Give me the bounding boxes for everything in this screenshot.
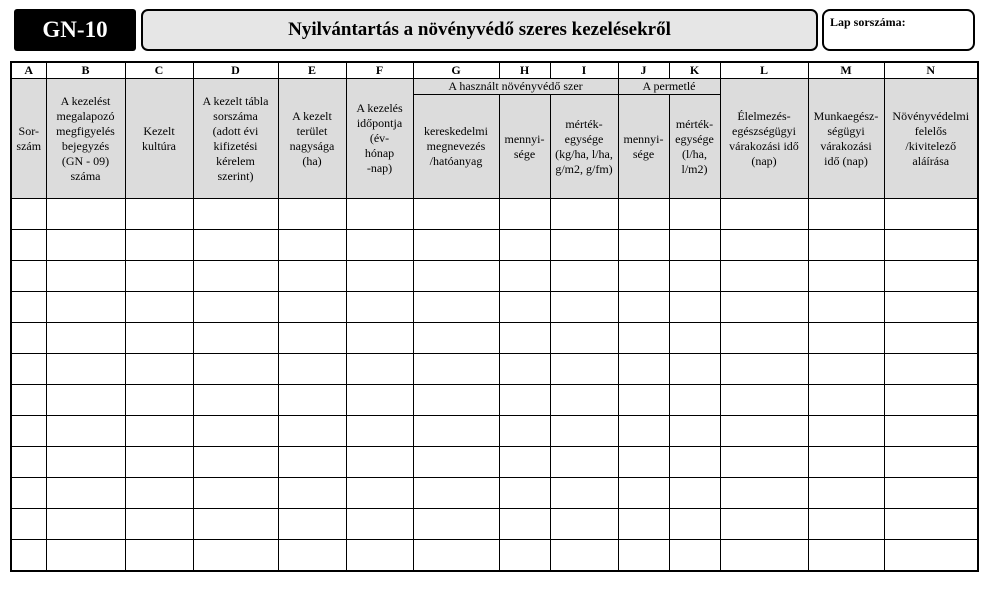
table-cell[interactable] [346, 230, 413, 261]
table-cell[interactable] [618, 509, 669, 540]
table-cell[interactable] [499, 199, 550, 230]
table-cell[interactable] [46, 509, 125, 540]
table-cell[interactable] [618, 354, 669, 385]
table-row [11, 292, 978, 323]
column-letter: F [346, 62, 413, 79]
header-food-safety-wait: Élelmezés- egészségügyi várakozási idő (nap) [720, 79, 808, 199]
table-cell[interactable] [11, 354, 46, 385]
table-cell[interactable] [413, 261, 499, 292]
table-cell[interactable] [499, 447, 550, 478]
table-cell[interactable] [808, 261, 884, 292]
table-cell[interactable] [808, 540, 884, 571]
table-row [11, 447, 978, 478]
table-cell[interactable] [884, 354, 978, 385]
table-cell[interactable] [808, 509, 884, 540]
table-cell[interactable] [720, 416, 808, 447]
table-cell[interactable] [193, 261, 278, 292]
table-cell[interactable] [11, 292, 46, 323]
table-cell[interactable] [413, 416, 499, 447]
table-cell[interactable] [413, 447, 499, 478]
table-cell[interactable] [884, 230, 978, 261]
table-cell[interactable] [884, 509, 978, 540]
table-cell[interactable] [46, 540, 125, 571]
table-cell[interactable] [499, 261, 550, 292]
table-cell[interactable] [550, 323, 618, 354]
column-letter: N [884, 62, 978, 79]
table-row [11, 354, 978, 385]
table-cell[interactable] [11, 447, 46, 478]
table-cell[interactable] [346, 478, 413, 509]
table-cell[interactable] [46, 199, 125, 230]
table-cell[interactable] [884, 447, 978, 478]
table-cell[interactable] [618, 540, 669, 571]
table-cell[interactable] [720, 323, 808, 354]
sheet-number-field[interactable] [822, 9, 975, 51]
table-row [11, 478, 978, 509]
table-cell[interactable] [884, 292, 978, 323]
table-cell[interactable] [346, 509, 413, 540]
table-cell[interactable] [11, 540, 46, 571]
header-group-pesticide: A használt növényvédő szer [413, 79, 618, 95]
treatment-register-table [10, 61, 979, 572]
table-cell[interactable] [11, 230, 46, 261]
table-cell[interactable] [884, 323, 978, 354]
table-cell[interactable] [278, 199, 346, 230]
table-cell[interactable] [720, 292, 808, 323]
header-field-number: A kezelt tábla sorszáma (adott évi kifizetési kérelem szerint) [193, 79, 278, 199]
table-cell[interactable] [125, 385, 193, 416]
table-cell[interactable] [720, 385, 808, 416]
header-sorszam: Sor- szám [11, 79, 46, 199]
header-pesticide-unit: mérték- egysége (kg/ha, l/ha, g/m2, g/fm) [550, 95, 618, 199]
table-cell[interactable] [413, 199, 499, 230]
table-cell[interactable] [720, 354, 808, 385]
table-cell[interactable] [193, 354, 278, 385]
table-cell[interactable] [278, 261, 346, 292]
table-cell[interactable] [346, 199, 413, 230]
table-cell[interactable] [550, 478, 618, 509]
table-cell[interactable] [278, 230, 346, 261]
header-row [11, 79, 978, 95]
table-cell[interactable] [413, 385, 499, 416]
table-row [11, 230, 978, 261]
table-cell[interactable] [720, 509, 808, 540]
table-cell[interactable] [193, 447, 278, 478]
form-code-box [14, 9, 136, 51]
table-cell[interactable] [125, 540, 193, 571]
table-cell[interactable] [346, 261, 413, 292]
header-work-safety-wait: Munkaegész- ségügyi várakozási idő (nap) [808, 79, 884, 199]
table-cell[interactable] [346, 292, 413, 323]
table-cell[interactable] [550, 261, 618, 292]
table-cell[interactable] [499, 540, 550, 571]
table-cell[interactable] [46, 230, 125, 261]
table-cell[interactable] [11, 385, 46, 416]
header-area: A kezelt terület nagysága (ha) [278, 79, 346, 199]
header-observation-entry: A kezelést megalapozó megfigyelés bejegyzés (GN - 09) száma [46, 79, 125, 199]
table-row [11, 509, 978, 540]
table-cell[interactable] [125, 292, 193, 323]
column-letter: L [720, 62, 808, 79]
table-cell[interactable] [346, 323, 413, 354]
table-cell[interactable] [46, 354, 125, 385]
page-title: Nyilvántartás a növényvédő szeres kezelésekről [288, 19, 671, 40]
table-cell[interactable] [618, 199, 669, 230]
table-cell[interactable] [550, 354, 618, 385]
table-cell[interactable] [669, 509, 720, 540]
table-cell[interactable] [884, 385, 978, 416]
table-cell[interactable] [808, 323, 884, 354]
table-cell[interactable] [808, 292, 884, 323]
table-cell[interactable] [884, 540, 978, 571]
column-letter: J [618, 62, 669, 79]
table-cell[interactable] [618, 385, 669, 416]
table-row [11, 261, 978, 292]
table-cell[interactable] [720, 199, 808, 230]
table-cell[interactable] [499, 354, 550, 385]
table-cell[interactable] [669, 416, 720, 447]
table-cell[interactable] [413, 230, 499, 261]
table-cell[interactable] [550, 199, 618, 230]
column-letter: G [413, 62, 499, 79]
table-cell[interactable] [618, 447, 669, 478]
table-cell[interactable] [618, 261, 669, 292]
table-cell[interactable] [618, 416, 669, 447]
table-cell[interactable] [550, 509, 618, 540]
table-cell[interactable] [618, 230, 669, 261]
table-cell[interactable] [808, 385, 884, 416]
table-cell[interactable] [278, 323, 346, 354]
table-cell[interactable] [884, 416, 978, 447]
table-cell[interactable] [669, 230, 720, 261]
table-cell[interactable] [618, 292, 669, 323]
table-cell[interactable] [884, 199, 978, 230]
table-cell[interactable] [46, 416, 125, 447]
table-cell[interactable] [499, 230, 550, 261]
table-cell[interactable] [499, 323, 550, 354]
table-cell[interactable] [808, 199, 884, 230]
table-cell[interactable] [278, 354, 346, 385]
column-letter: B [46, 62, 125, 79]
table-cell[interactable] [346, 416, 413, 447]
table-cell[interactable] [808, 447, 884, 478]
column-letter: D [193, 62, 278, 79]
table-cell[interactable] [193, 199, 278, 230]
header-group-spray: A permetlé [618, 79, 720, 95]
table-cell[interactable] [125, 199, 193, 230]
table-cell[interactable] [720, 540, 808, 571]
table-cell[interactable] [11, 261, 46, 292]
table-cell[interactable] [346, 540, 413, 571]
table-cell[interactable] [125, 230, 193, 261]
column-letter: A [11, 62, 46, 79]
table-row [11, 385, 978, 416]
table-cell[interactable] [46, 385, 125, 416]
table-cell[interactable] [499, 416, 550, 447]
table-cell[interactable] [125, 447, 193, 478]
table-cell[interactable] [46, 447, 125, 478]
table-body [11, 199, 978, 571]
table-cell[interactable] [413, 292, 499, 323]
form-code: GN-10 [42, 17, 108, 42]
table-cell[interactable] [125, 509, 193, 540]
column-letter: H [499, 62, 550, 79]
table-cell[interactable] [413, 323, 499, 354]
table-cell[interactable] [550, 540, 618, 571]
table-cell[interactable] [46, 478, 125, 509]
table-row [11, 199, 978, 230]
table-row [11, 416, 978, 447]
table-cell[interactable] [125, 416, 193, 447]
table-cell[interactable] [46, 261, 125, 292]
header-signature: Növényvédelmi felelős /kivitelező aláírása [884, 79, 978, 199]
header-crop: Kezelt kultúra [125, 79, 193, 199]
table-cell[interactable] [125, 478, 193, 509]
table-cell[interactable] [278, 478, 346, 509]
table-cell[interactable] [125, 261, 193, 292]
table-cell[interactable] [46, 292, 125, 323]
table-cell[interactable] [499, 509, 550, 540]
table-cell[interactable] [499, 478, 550, 509]
table-cell[interactable] [884, 478, 978, 509]
table-cell[interactable] [413, 478, 499, 509]
table-cell[interactable] [884, 261, 978, 292]
table-cell[interactable] [278, 447, 346, 478]
table-cell[interactable] [720, 447, 808, 478]
table-cell[interactable] [720, 261, 808, 292]
header-treatment-date: A kezelés időpontja (év- hónap -nap) [346, 79, 413, 199]
header-spray-unit: mérték- egysége (l/ha, l/m2) [669, 95, 720, 199]
table-cell[interactable] [413, 509, 499, 540]
table-cell[interactable] [346, 385, 413, 416]
table-cell[interactable] [193, 323, 278, 354]
table-cell[interactable] [499, 292, 550, 323]
table-cell[interactable] [669, 292, 720, 323]
table-cell[interactable] [11, 199, 46, 230]
sheet-number-label: Lap sorszáma: [830, 15, 906, 29]
table-row [11, 540, 978, 571]
header-spray-quantity: mennyi- sége [618, 95, 669, 199]
table-cell[interactable] [413, 540, 499, 571]
table-cell[interactable] [720, 478, 808, 509]
table-cell[interactable] [193, 540, 278, 571]
table-cell[interactable] [669, 323, 720, 354]
column-letter: I [550, 62, 618, 79]
table-cell[interactable] [125, 323, 193, 354]
table-cell[interactable] [278, 292, 346, 323]
table-cell[interactable] [618, 323, 669, 354]
table-cell[interactable] [550, 230, 618, 261]
table-cell[interactable] [550, 292, 618, 323]
table-cell[interactable] [11, 323, 46, 354]
table-cell[interactable] [550, 447, 618, 478]
table-cell[interactable] [720, 230, 808, 261]
column-letter: K [669, 62, 720, 79]
table-cell[interactable] [193, 385, 278, 416]
table-cell[interactable] [278, 509, 346, 540]
table-cell[interactable] [669, 447, 720, 478]
table-cell[interactable] [346, 447, 413, 478]
table-cell[interactable] [11, 478, 46, 509]
table-cell[interactable] [278, 385, 346, 416]
table-cell[interactable] [669, 261, 720, 292]
table-cell[interactable] [193, 292, 278, 323]
title-box [141, 9, 818, 51]
table-cell[interactable] [808, 478, 884, 509]
column-letter-row [11, 62, 978, 79]
table-cell[interactable] [669, 354, 720, 385]
table-cell[interactable] [808, 416, 884, 447]
table-cell[interactable] [669, 199, 720, 230]
table-cell[interactable] [669, 478, 720, 509]
table-cell[interactable] [346, 354, 413, 385]
table-cell[interactable] [193, 230, 278, 261]
column-letter: M [808, 62, 884, 79]
table-cell[interactable] [669, 385, 720, 416]
table-cell[interactable] [11, 509, 46, 540]
table-cell[interactable] [808, 354, 884, 385]
table-cell[interactable] [46, 323, 125, 354]
table-cell[interactable] [193, 478, 278, 509]
header-pesticide-quantity: mennyi- sége [499, 95, 550, 199]
table-cell[interactable] [499, 385, 550, 416]
table-cell[interactable] [193, 509, 278, 540]
column-letter: C [125, 62, 193, 79]
table-cell[interactable] [808, 230, 884, 261]
column-letter: E [278, 62, 346, 79]
header-commercial-name: kereskedelmi megnevezés /hatóanyag [413, 95, 499, 199]
table-cell[interactable] [278, 416, 346, 447]
table-cell[interactable] [618, 478, 669, 509]
table-cell[interactable] [11, 416, 46, 447]
table-cell[interactable] [193, 416, 278, 447]
table-row [11, 323, 978, 354]
table-cell[interactable] [278, 540, 346, 571]
table-cell[interactable] [669, 540, 720, 571]
table-cell[interactable] [413, 354, 499, 385]
table-cell[interactable] [550, 385, 618, 416]
table-cell[interactable] [550, 416, 618, 447]
table-cell[interactable] [125, 354, 193, 385]
